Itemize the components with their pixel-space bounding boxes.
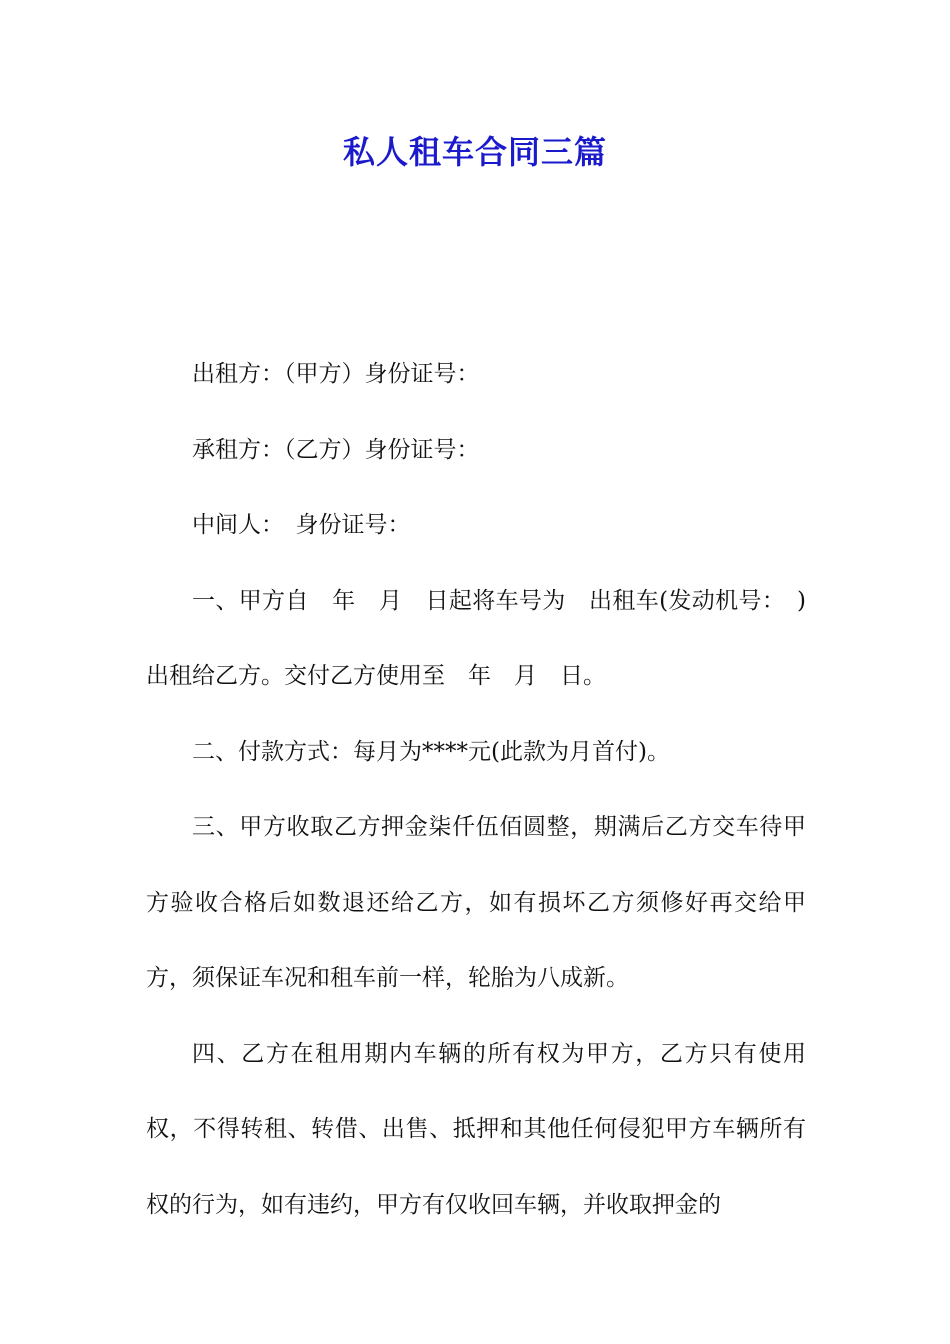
- paragraph-clause-2: 二、付款方式：每月为****元(此款为月首付)。: [192, 738, 670, 765]
- paragraph-clause-3: 三、甲方收取乙方押金柒仟伍佰圆整，期满后乙方交车待甲方验收合格后如数退还给乙方，如有损坏乙方须修好再交给甲方，须保证车况和租车前一样，轮胎为八成新。: [146, 814, 806, 991]
- document-title: 私人租车合同三篇: [342, 133, 607, 171]
- document-body: [146, 337, 806, 1243]
- paragraph-clause-4: 四、乙方在租用期内车辆的所有权为甲方，乙方只有使用权，不得转租、转借、出售、抵押和其他任何侵犯甲方车辆所有权的行为，如有违约，甲方有仅收回车辆，并收取押金的: [146, 1040, 806, 1218]
- paragraph-lessee: 承租方：（乙方）身份证号：: [192, 436, 480, 463]
- paragraph-lessor: 出租方：（甲方）身份证号：: [192, 361, 480, 387]
- paragraph-intermediary: 中间人： 身份证号：: [192, 512, 411, 538]
- paragraph-clause-1: 一、甲方自 年 月 日起将车号为 出租车(发动机号： )出租给乙方。交付乙方使用至 年 月 日。: [146, 587, 806, 689]
